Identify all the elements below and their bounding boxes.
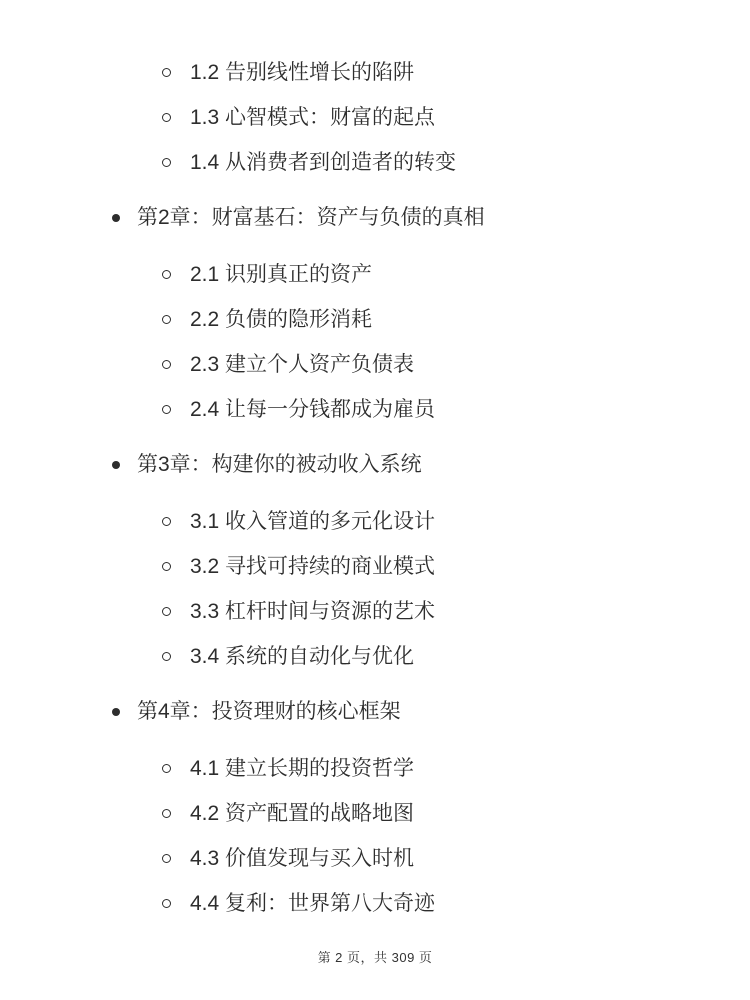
circle-bullet-icon bbox=[162, 68, 171, 77]
toc-item-label: 2.1 识别真正的资产 bbox=[190, 263, 373, 286]
disc-bullet-icon bbox=[112, 461, 120, 469]
toc-item bbox=[0, 881, 750, 926]
circle-bullet-icon bbox=[162, 405, 171, 414]
circle-bullet-icon bbox=[162, 158, 171, 167]
toc-item-label: 2.3 建立个人资产负债表 bbox=[190, 353, 415, 376]
toc-item bbox=[0, 342, 750, 387]
toc-item-label: 1.4 从消费者到创造者的转变 bbox=[190, 151, 457, 174]
circle-bullet-icon bbox=[162, 360, 171, 369]
toc-chapter-label: 第2章：财富基石：资产与负债的真相 bbox=[137, 206, 485, 229]
circle-bullet-icon bbox=[162, 652, 171, 661]
toc-chapter bbox=[0, 195, 750, 240]
toc-item-label: 4.3 价值发现与买入时机 bbox=[190, 847, 415, 870]
page-number-indicator: 第 2 页，共 309 页 bbox=[317, 950, 433, 965]
toc-item-label: 3.4 系统的自动化与优化 bbox=[190, 645, 415, 668]
toc-item bbox=[0, 95, 750, 140]
toc-item-label: 1.3 心智模式：财富的起点 bbox=[190, 106, 436, 129]
toc-chapter bbox=[0, 442, 750, 487]
toc-item bbox=[0, 746, 750, 791]
toc-item-label: 3.3 杠杆时间与资源的艺术 bbox=[190, 600, 436, 623]
toc-item-label: 4.2 资产配置的战略地图 bbox=[190, 802, 415, 825]
toc-item bbox=[0, 140, 750, 185]
circle-bullet-icon bbox=[162, 270, 171, 279]
toc-item-label: 4.4 复利：世界第八大奇迹 bbox=[190, 892, 436, 915]
circle-bullet-icon bbox=[162, 854, 171, 863]
toc-chapter-label: 第4章：投资理财的核心框架 bbox=[137, 700, 401, 723]
toc-item-label: 2.2 负债的隐形消耗 bbox=[190, 308, 373, 331]
toc-item bbox=[0, 297, 750, 342]
circle-bullet-icon bbox=[162, 315, 171, 324]
circle-bullet-icon bbox=[162, 517, 171, 526]
toc-chapter-label: 第3章：构建你的被动收入系统 bbox=[137, 453, 422, 476]
toc-item bbox=[0, 791, 750, 836]
toc-item bbox=[0, 499, 750, 544]
toc-item bbox=[0, 836, 750, 881]
toc-item bbox=[0, 589, 750, 634]
circle-bullet-icon bbox=[162, 764, 171, 773]
disc-bullet-icon bbox=[112, 708, 120, 716]
toc-item bbox=[0, 50, 750, 95]
toc-item-label: 3.2 寻找可持续的商业模式 bbox=[190, 555, 436, 578]
circle-bullet-icon bbox=[162, 809, 171, 818]
circle-bullet-icon bbox=[162, 607, 171, 616]
disc-bullet-icon bbox=[112, 214, 120, 222]
toc-chapter bbox=[0, 689, 750, 734]
toc-item bbox=[0, 634, 750, 679]
toc-item-label: 3.1 收入管道的多元化设计 bbox=[190, 510, 436, 533]
circle-bullet-icon bbox=[162, 562, 171, 571]
toc-item bbox=[0, 387, 750, 432]
toc-item bbox=[0, 544, 750, 589]
circle-bullet-icon bbox=[162, 113, 171, 122]
toc-item-label: 2.4 让每一分钱都成为雇员 bbox=[190, 398, 436, 421]
toc-item-label: 4.1 建立长期的投资哲学 bbox=[190, 757, 415, 780]
toc-item-label: 1.2 告别线性增长的陷阱 bbox=[190, 61, 415, 84]
toc-item bbox=[0, 252, 750, 297]
circle-bullet-icon bbox=[162, 899, 171, 908]
